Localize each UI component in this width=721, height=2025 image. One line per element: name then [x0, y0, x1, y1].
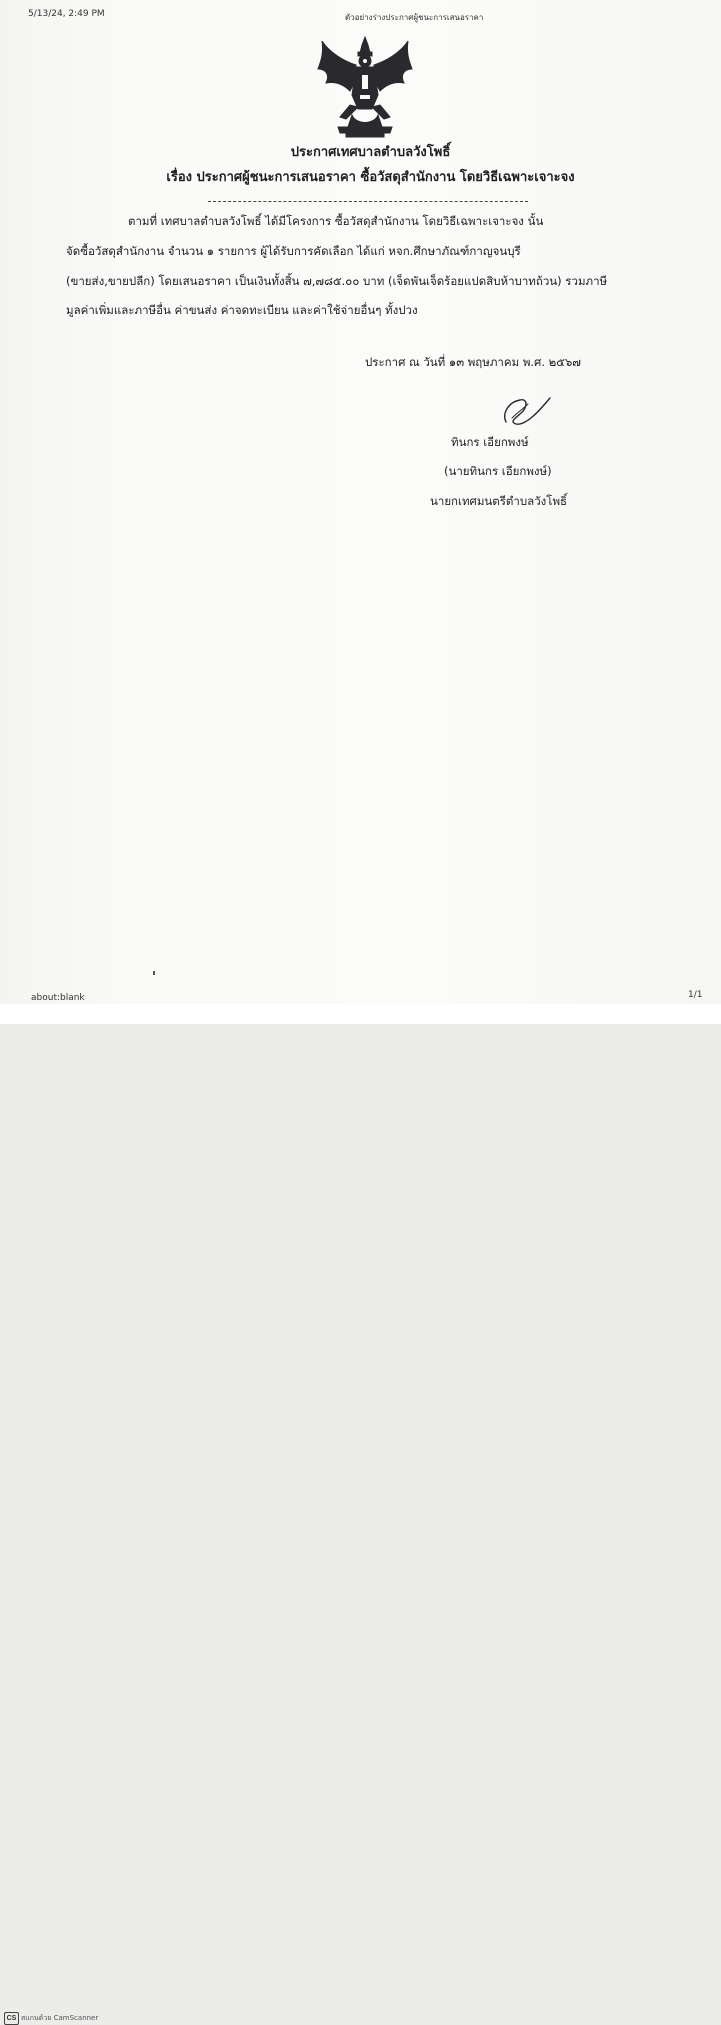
signer-position: นายกเทศมนตรีตำบลวังโพธิ์	[430, 494, 568, 508]
document-page	[0, 0, 721, 1004]
scanner-watermark-bar	[0, 1004, 721, 2022]
body-line-2: จัดซื้อวัสดุสำนักงาน จำนวน ๑ รายการ ผู้ได้รับการคัดเลือก ได้แก่ หจก.ศึกษาภัณฑ์กาญจนบุรี	[66, 244, 521, 258]
announce-date: ประกาศ ณ วันที่ ๑๓ พฤษภาคม พ.ศ. ๒๕๖๗	[365, 355, 581, 369]
page-number: 1/1	[688, 990, 703, 1000]
camscanner-text: สแกนด้วย CamScanner	[21, 2014, 99, 2022]
scan-mark	[153, 971, 155, 975]
document-title: ประกาศเทศบาลตำบลวังโพธิ์	[290, 145, 451, 160]
camscanner-logo: CS	[4, 2012, 19, 2025]
body-line-3: (ขายส่ง,ขายปลีก) โดยเสนอราคา เป็นเงินทั้งสิ้น ๗,๗๘๕.๐๐ บาท (เจ็ดพันเจ็ดร้อยแปดสิบห้าบาทถ้วน) รวมภาษี	[66, 274, 608, 288]
signer-name: ทินกร เอียกพงษ์	[451, 435, 529, 449]
print-header-title: ตัวอย่างร่างประกาศผู้ชนะการเสนอราคา	[345, 13, 484, 22]
body-line-1: ตามที่ เทศบาลตำบลวังโพธิ์ ได้มีโครงการ ซื้อวัสดุสำนักงาน โดยวิธีเฉพาะเจาะจง นั้น	[128, 214, 544, 228]
signer-full-name: (นายทินกร เอียกพงษ์)	[444, 464, 552, 478]
signature-icon	[498, 392, 558, 432]
separator-line	[208, 201, 528, 202]
print-url: about:blank	[31, 993, 85, 1003]
document-subject: เรื่อง ประกาศผู้ชนะการเสนอราคา ซื้อวัสดุสำนักงาน โดยวิธีเฉพาะเจาะจง	[166, 170, 575, 185]
garuda-emblem-icon	[316, 35, 414, 139]
body-line-4: มูลค่าเพิ่มและภาษีอื่น ค่าขนส่ง ค่าจดทะเบียน และค่าใช้จ่ายอื่นๆ ทั้งปวง	[66, 303, 418, 317]
print-timestamp: 5/13/24, 2:49 PM	[28, 9, 105, 19]
